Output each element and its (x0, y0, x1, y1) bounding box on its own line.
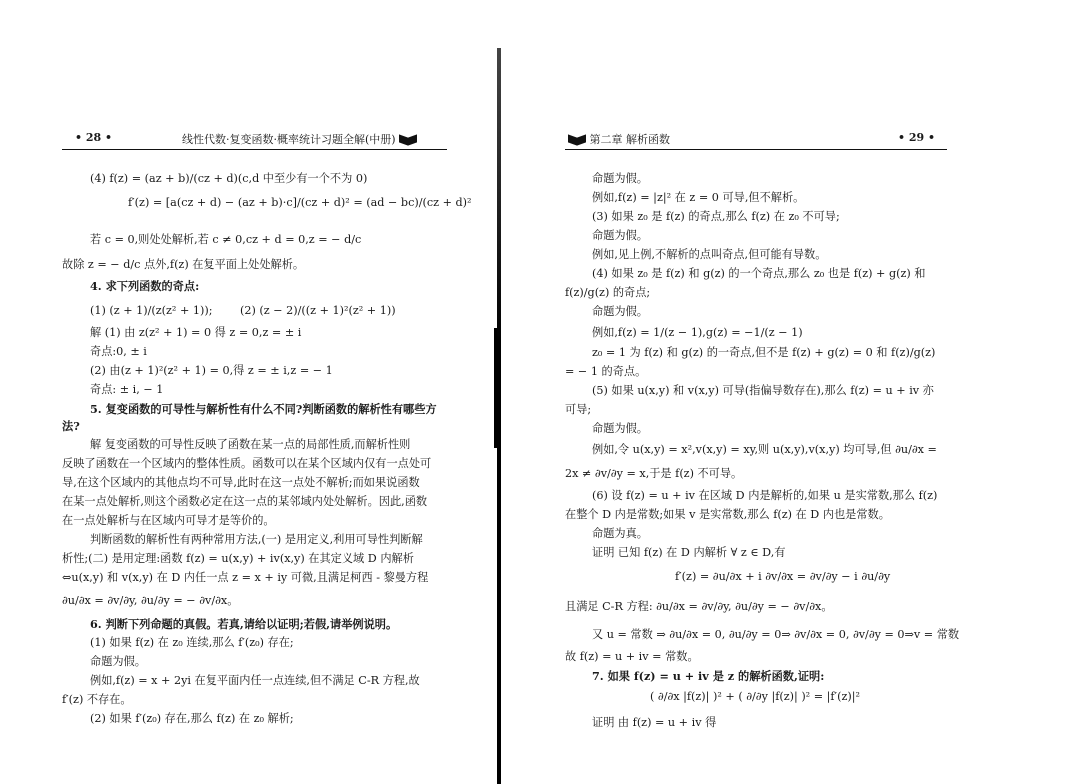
right-line: z₀ = 1 为 f(z) 和 g(z) 的一奇点,但不是 f(z) + g(z) = 0 和 f(z)/g(z) (592, 346, 936, 359)
right-line: = − 1 的奇点。 (565, 365, 647, 378)
left-line: 故除 z = − d/c 点外,f(z) 在复平面上处处解析。 (62, 258, 305, 271)
right-line: 例如,f(z) = |z|² 在 z = 0 可导,但不解析。 (592, 191, 805, 204)
left-line: 奇点:0, ± i (90, 345, 147, 358)
right-line: 故 f(z) = u + iv = 常数。 (565, 650, 699, 663)
right-running-title: 第二章 解析函数 (568, 131, 670, 147)
right-line: (4) 如果 z₀ 是 f(z) 和 g(z) 的一个奇点,那么 z₀ 也是 f(z) + g(z) 和 (592, 267, 926, 280)
left-line: (1) 如果 f(z) 在 z₀ 连续,那么 f′(z₀) 存在; (90, 636, 294, 649)
left-line: (2) 由(z + 1)²(z² + 1) = 0,得 z = ± i,z = − 1 (90, 364, 333, 377)
left-line: (1) (z + 1)/(z(z² + 1)); (90, 304, 213, 317)
book-icon (568, 134, 586, 146)
right-line: 7. 如果 f(z) = u + iv 是 z 的解析函数,证明: (592, 669, 825, 683)
left-header-rule (62, 149, 447, 150)
left-line: (2) (z − 2)/((z + 1)²(z² + 1)) (240, 304, 396, 317)
right-line: 2x ≠ ∂v/∂y = x,于是 f(z) 不可导。 (565, 467, 743, 480)
right-line: (5) 如果 u(x,y) 和 v(x,y) 可导(指偏导数存在),那么 f(z) = u + iv 亦 (592, 384, 934, 397)
right-line: 命题为真。 (592, 527, 648, 540)
left-line: 4. 求下列函数的奇点: (90, 279, 200, 293)
right-line: 命题为假。 (592, 422, 648, 435)
right-line: 命题为假。 (592, 172, 648, 185)
right-page (500, 0, 1080, 784)
left-line: 反映了函数在一个区域内的整体性质。函数可以在某个区域内仅有一点处可 (62, 457, 432, 470)
left-line: f′(z) = [a(cz + d) − (az + b)·c]/(cz + d)² = (ad − bc)/(cz + d)² (128, 196, 472, 209)
right-line: 例如,令 u(x,y) = x²,v(x,y) = xy,则 u(x,y),v(x,y) 均可导,但 ∂u/∂x = (592, 443, 937, 456)
left-line: (4) f(z) = (az + b)/(cz + d)(c,d 中至少有一个不为 0) (90, 172, 368, 185)
left-line: 在某一点处解析,则这个函数必定在这一点的某邻域内处处解析。因此,函数 (62, 495, 428, 508)
left-page (0, 0, 500, 784)
right-line: ( ∂/∂x |f(z)| )² + ( ∂/∂y |f(z)| )² = |f′(z)|² (650, 690, 860, 703)
left-line: 奇点: ± i, − 1 (90, 383, 164, 396)
right-line: f(z)/g(z) 的奇点; (565, 286, 651, 299)
left-line: 5. 复变函数的可导性与解析性有什么不同?判断函数的解析性有哪些方 (90, 402, 437, 416)
left-line: 析性;(二) 是用定理:函数 f(z) = u(x,y) + iv(x,y) 在其定义域 D 内解析 (62, 552, 414, 565)
right-line: 可导; (565, 403, 592, 416)
left-line: 若 c = 0,则处处解析,若 c ≠ 0,cz + d = 0,z = − d/c (90, 233, 362, 246)
left-line: 6. 判断下列命题的真假。若真,请给以证明;若假,请举例说明。 (90, 617, 398, 631)
left-line: f′(z) 不存在。 (62, 693, 132, 706)
right-line: 例如,见上例,不解析的点叫奇点,但可能有导数。 (592, 248, 827, 261)
left-line: 命题为假。 (90, 655, 146, 668)
right-line: 在整个 D 内是常数;如果 v 是实常数,那么 f(z) 在 D 内也是常数。 (565, 508, 890, 521)
left-line: 导,在这个区域内的其他点均不可导,此时在这一点处不解析;而如果说函数 (62, 476, 420, 489)
left-running-title: 线性代数·复变函数·概率统计习题全解(中册) (182, 131, 417, 147)
left-line: (2) 如果 f′(z₀) 存在,那么 f(z) 在 z₀ 解析; (90, 712, 294, 725)
left-line: 判断函数的解析性有两种常用方法,(一) 是用定义,利用可导性判断解 (90, 533, 423, 546)
right-line: 例如,f(z) = 1/(z − 1),g(z) = −1/(z − 1) (592, 326, 803, 339)
left-line: 例如,f(z) = x + 2yi 在复平面内任一点连续,但不满足 C-R 方程,故 (90, 674, 420, 687)
left-line: ⇔u(x,y) 和 v(x,y) 在 D 内任一点 z = x + iy 可微,且满足柯西 - 黎曼方程 (62, 571, 429, 584)
left-line: 解 (1) 由 z(z² + 1) = 0 得 z = 0,z = ± i (90, 326, 302, 339)
right-line: 又 u = 常数 ⇒ ∂u/∂x = 0, ∂u/∂y = 0⇒ ∂v/∂x = 0, ∂v/∂y = 0⇒v = 常数 (592, 628, 960, 641)
right-line: 且满足 C-R 方程: ∂u/∂x = ∂v/∂y, ∂u/∂y = − ∂v/∂x。 (565, 600, 833, 613)
right-line: f′(z) = ∂u/∂x + i ∂v/∂x = ∂v/∂y − i ∂u/∂y (675, 570, 891, 583)
right-line: (6) 设 f(z) = u + iv 在区域 D 内是解析的,如果 u 是实常数,那么 f(z) (592, 489, 938, 502)
right-line: 证明 已知 f(z) 在 D 内解析 ∀ z ∈ D,有 (592, 546, 786, 559)
book-icon (399, 134, 417, 146)
right-header-rule (565, 149, 947, 150)
left-line: 在一点处解析与在区域内可导才是等价的。 (62, 514, 275, 527)
right-line: (3) 如果 z₀ 是 f(z) 的奇点,那么 f(z) 在 z₀ 不可导; (592, 210, 840, 223)
right-line: 命题为假。 (592, 305, 648, 318)
left-page-number: • 28 • (75, 131, 113, 144)
right-line: 命题为假。 (592, 229, 648, 242)
left-line: ∂u/∂x = ∂v/∂y, ∂u/∂y = − ∂v/∂x。 (62, 594, 239, 607)
right-page-number: • 29 • (898, 131, 936, 144)
right-line: 证明 由 f(z) = u + iv 得 (592, 716, 717, 729)
left-line: 解 复变函数的可导性反映了函数在某一点的局部性质,而解析性则 (90, 438, 411, 451)
left-line: 法? (62, 419, 80, 433)
